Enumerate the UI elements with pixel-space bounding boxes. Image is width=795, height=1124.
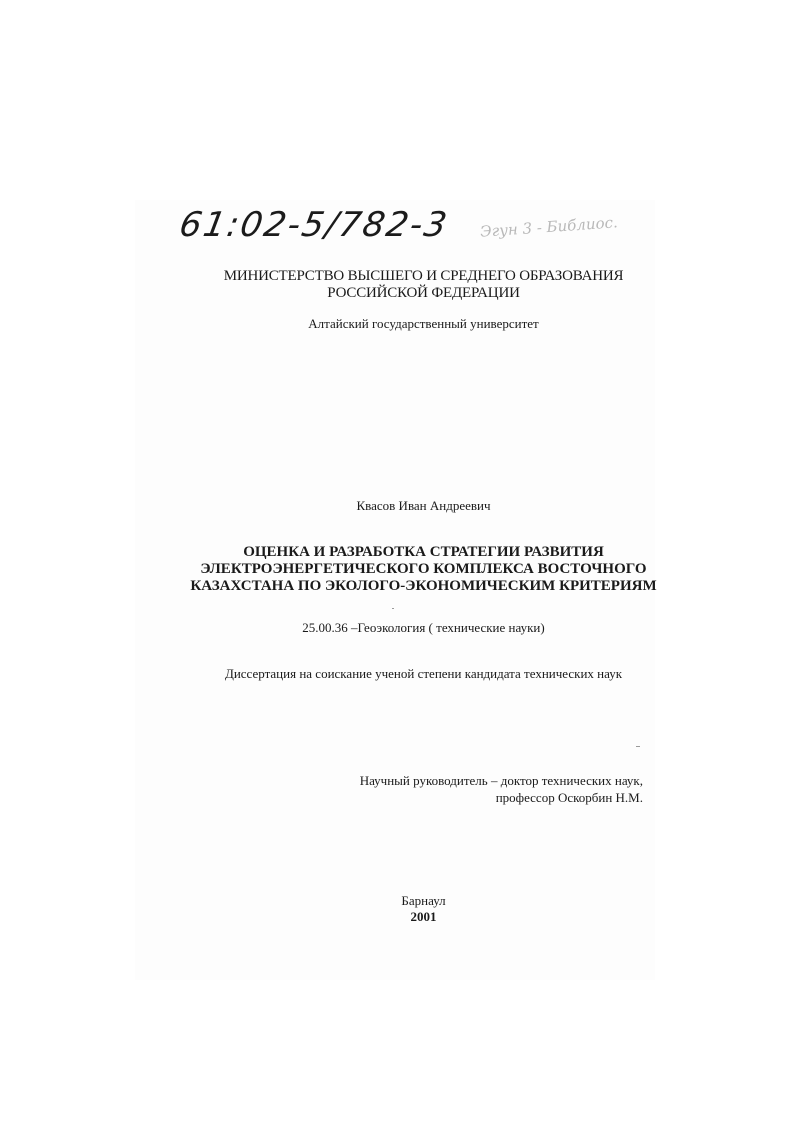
ministry-heading xyxy=(0,268,795,302)
city-year-block xyxy=(0,893,795,925)
supervisor-block xyxy=(300,772,643,806)
title-line-3: КАЗАХСТАНА ПО ЭКОЛОГО-ЭКОНОМИЧЕСКИМ КРИТЕРИЯМ xyxy=(190,578,657,594)
ministry-line-2: РОССИЙСКОЙ ФЕДЕРАЦИИ xyxy=(327,285,520,301)
title-line-1: ОЦЕНКА И РАЗРАБОТКА СТРАТЕГИИ РАЗВИТИЯ xyxy=(243,544,604,560)
supervisor-line-2: профессор Оскорбин Н.М. xyxy=(495,790,643,805)
publication-year: 2001 xyxy=(410,909,437,924)
specialty-code: 25.00.36 –Геоэкология ( технические науки) xyxy=(302,620,545,635)
author-name: Квасов Иван Андреевич xyxy=(356,498,491,513)
scan-speck xyxy=(636,746,640,747)
university-name: Алтайский государственный университет xyxy=(308,316,539,331)
handwritten-catalog-code: 61:02-5/782-3 xyxy=(176,205,452,245)
handwritten-note: Эгун 3 - Библиос. xyxy=(479,213,619,241)
dissertation-title xyxy=(0,544,795,595)
city-name: Барнаул xyxy=(401,893,446,908)
scan-speck xyxy=(392,608,394,609)
title-line-2: ЭЛЕКТРОЭНЕРГЕТИЧЕСКОГО КОМПЛЕКСА ВОСТОЧНОГО xyxy=(200,561,647,577)
dissertation-degree: Диссертация на соискание ученой степени кандидата технических наук xyxy=(224,666,623,681)
ministry-line-1: МИНИСТЕРСТВО ВЫСШЕГО И СРЕДНЕГО ОБРАЗОВАНИЯ xyxy=(223,268,624,284)
supervisor-line-1: Научный руководитель – доктор технических наук, xyxy=(359,773,643,788)
